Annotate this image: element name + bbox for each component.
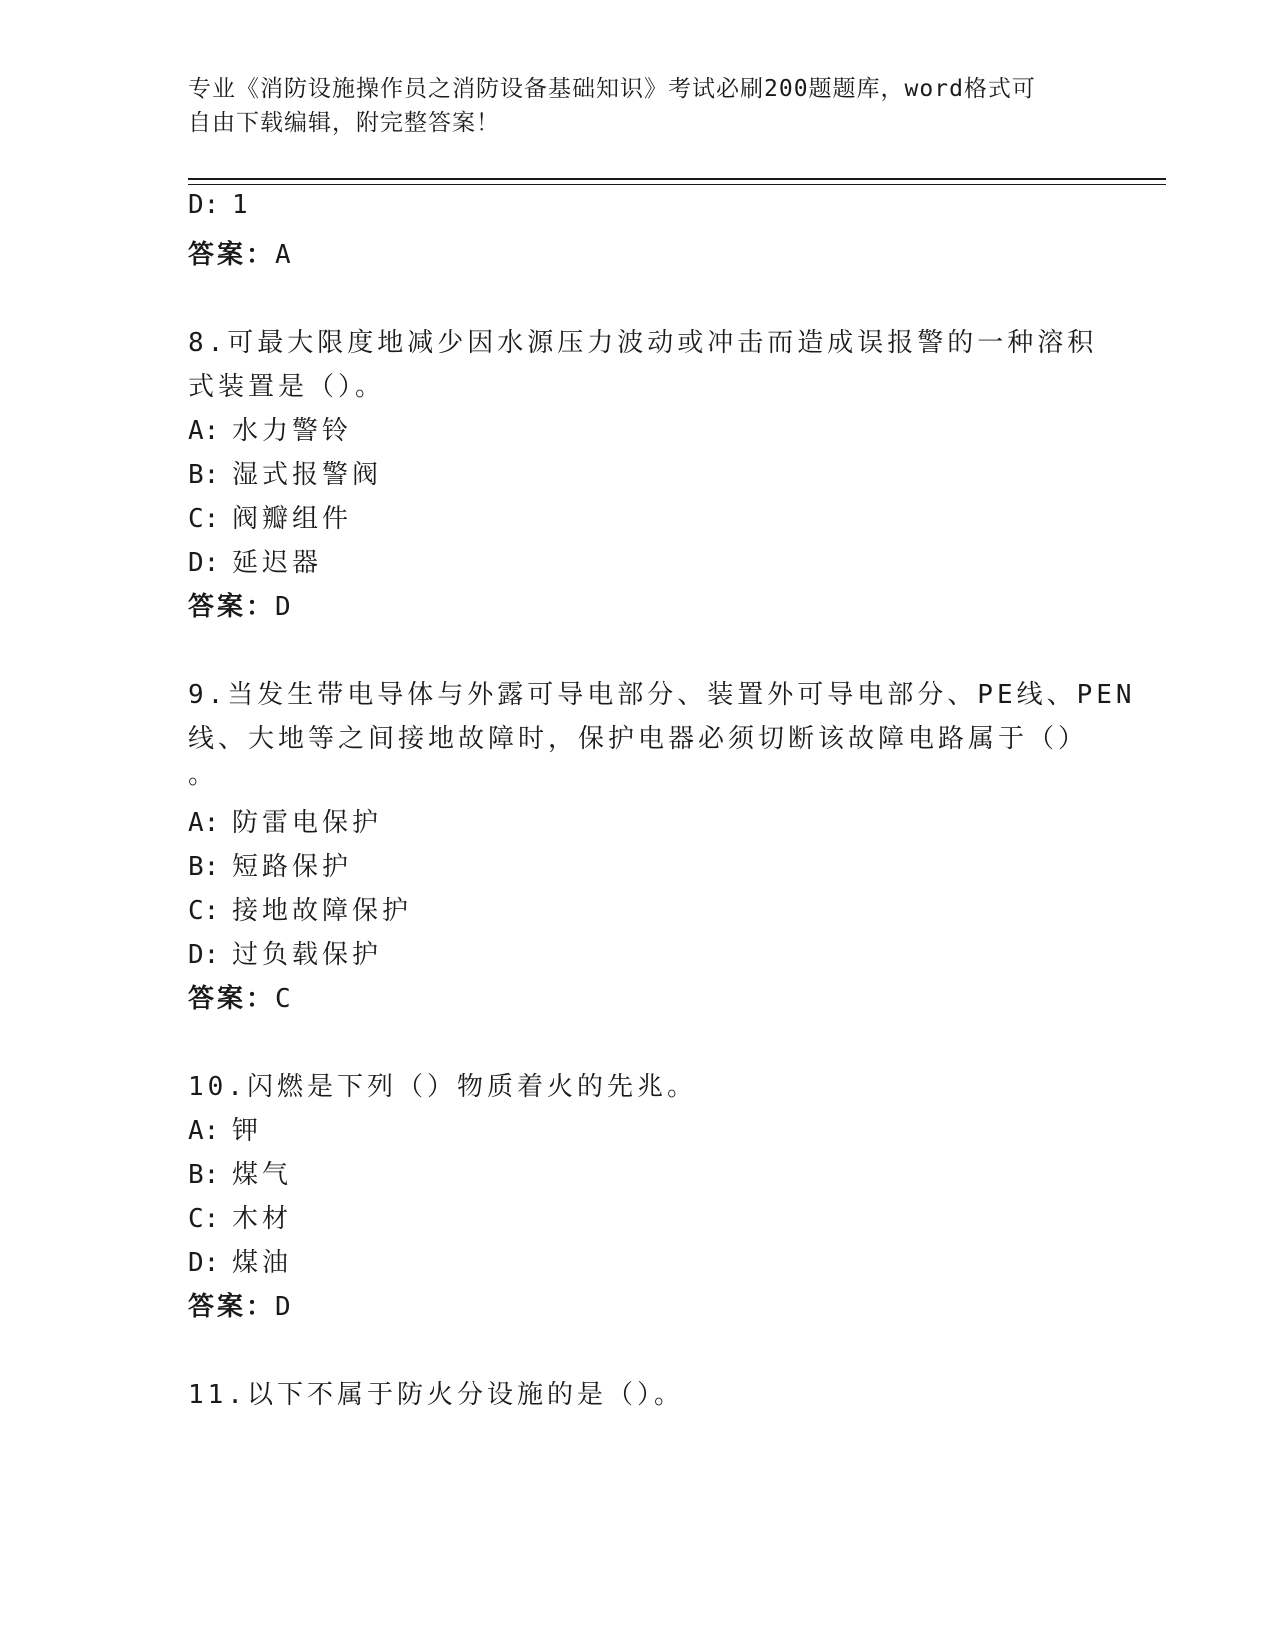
q9-option-a (188, 802, 1088, 839)
option-text: 煤油 (232, 1248, 293, 1278)
option-text: 阀瓣组件 (232, 504, 353, 534)
q9-option-d (188, 934, 1088, 971)
header-divider-thin (188, 184, 1166, 185)
option-label: A: (188, 1116, 220, 1146)
q7-answer (188, 234, 294, 271)
q8-option-c (188, 498, 1088, 535)
option-text: 木材 (232, 1204, 293, 1234)
q9-stem-line-1: 9.当发生带电导体与外露可导电部分、装置外可导电部分、PE线、PEN (188, 680, 1136, 710)
option-label: C: (188, 504, 220, 534)
answer-label: 答案： (188, 1292, 276, 1322)
option-label: B: (188, 460, 220, 490)
document-header (188, 72, 1088, 140)
q9-stem-line-2: 线、大地等之间接地故障时，保护电器必须切断该故障电路属于（） (188, 724, 1089, 754)
q10-answer (188, 1286, 294, 1323)
option-text: 延迟器 (232, 548, 323, 578)
q9-option-b (188, 846, 1088, 883)
header-line-2: 自由下载编辑，附完整答案！ (188, 110, 500, 136)
q10-option-a (188, 1110, 1088, 1147)
q9-stem-line-3: 。 (188, 760, 219, 790)
option-label: D: (188, 1248, 220, 1278)
answer-label: 答案： (188, 592, 276, 622)
answer-value: A (275, 240, 294, 270)
q10-option-b (188, 1154, 1088, 1191)
q9-answer (188, 978, 294, 1015)
option-text: 防雷电保护 (232, 808, 383, 838)
q8-option-d (188, 542, 1088, 579)
option-text: 水力警铃 (232, 416, 353, 446)
q8-stem-line-2: 式装置是（）。 (188, 372, 386, 402)
option-text: 湿式报警阀 (232, 460, 383, 490)
q8-answer (188, 586, 294, 623)
option-label: D: (188, 190, 220, 220)
option-text: 过负载保护 (232, 940, 383, 970)
answer-value: D (275, 592, 294, 622)
option-text: 1 (232, 190, 252, 220)
option-label: D: (188, 548, 220, 578)
option-label: C: (188, 1204, 220, 1234)
q8-option-a (188, 410, 1088, 447)
q7-option-d (188, 190, 1088, 220)
q8-stem-line-1: 8.可最大限度地减少因水源压力波动或冲击而造成误报警的一种溶积 (188, 328, 1098, 358)
answer-label: 答案： (188, 984, 276, 1014)
option-label: B: (188, 852, 220, 882)
q10-stem-line-1: 10.闪燃是下列（）物质着火的先兆。 (188, 1072, 697, 1102)
option-label: B: (188, 1160, 220, 1190)
header-divider-thick (188, 178, 1166, 180)
option-text: 煤气 (232, 1160, 293, 1190)
answer-label: 答案： (188, 240, 276, 270)
q10-option-c (188, 1198, 1088, 1235)
answer-value: D (275, 1292, 294, 1322)
option-label: A: (188, 808, 220, 838)
header-line-1: 专业《消防设施操作员之消防设备基础知识》考试必刷200题题库，word格式可 (188, 76, 1036, 102)
option-label: A: (188, 416, 220, 446)
q11-stem-line-1: 11.以下不属于防火分设施的是（）。 (188, 1380, 684, 1410)
q10-option-d (188, 1242, 1088, 1279)
option-text: 钾 (232, 1116, 263, 1146)
q8-option-b (188, 454, 1088, 491)
q9-option-c (188, 890, 1088, 927)
answer-value: C (275, 984, 294, 1014)
option-label: C: (188, 896, 220, 926)
option-text: 接地故障保护 (232, 896, 413, 926)
option-label: D: (188, 940, 220, 970)
option-text: 短路保护 (232, 852, 353, 882)
